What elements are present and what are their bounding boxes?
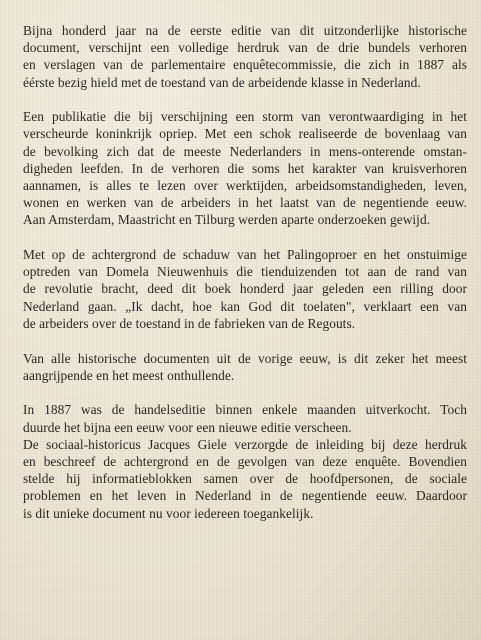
text-line: document, verschijnt een volledige herdruk van de drie bundels verhoren	[23, 40, 467, 56]
text-line: duurde het bijna een eeuw voor een nieuwe editie verscheen.	[23, 419, 352, 435]
text-line: de bevolking zich dat de meeste Nederlanders in mens-onterende omstan-	[23, 143, 467, 159]
text-line: Van alle historische documenten uit de vorige eeuw, is dit zeker het meest	[23, 350, 467, 366]
text-line: de arbeiders over de toestand in de fabrieken van de Regouts.	[23, 315, 356, 331]
paragraph-background	[23, 246, 467, 332]
text-line: Met op de achtergrond de schaduw van het Palingoproer en het onstuimige	[23, 247, 467, 263]
book-back-cover-text	[23, 22, 467, 539]
text-line: digheden leefden. In de verhoren die soms het karakter van kruisverhoren	[23, 160, 467, 176]
text-line: Een publikatie die bij verschijning een storm van verontwaardiging in het	[23, 109, 467, 125]
text-line: stelde hij informatieblokken samen over de hoofdpersonen, de sociale	[23, 471, 467, 487]
text-line: en beschreef de achtergrond en de gevolgen van deze enquête. Bovendien	[23, 453, 467, 469]
text-line: wonen en werken van de arbeiders in het laatst van de negentiende eeuw.	[23, 195, 467, 211]
text-line: In 1887 was de handelseditie binnen enkele maanden uitverkocht. Toch	[23, 402, 467, 418]
paragraph-edition	[23, 401, 467, 521]
paragraph-intro	[23, 22, 467, 91]
text-line: en verslagen van de parlementaire enquêtecommissie, die zich in 1887 als	[23, 57, 467, 73]
text-line: aangrijpende en het meest onthullende.	[23, 367, 235, 383]
text-line: de revolutie bracht, deed dit boek honderd jaar geleden een rilling door	[23, 281, 467, 297]
text-line: Nederland gaan. „Ik dacht, hoe kan God dit toelaten", verklaart een van	[23, 298, 467, 314]
text-line: optreden van Domela Nieuwenhuis die tienduizenden tot aan de rand van	[23, 264, 467, 280]
text-line: De sociaal-historicus Jacques Giele verzorgde de inleiding bij deze herdruk	[23, 436, 467, 452]
text-line: is dit unieke document nu voor iedereen toegankelijk.	[23, 505, 314, 521]
paragraph-significance	[23, 350, 467, 384]
text-line: verscheurde koninkrijk opriep. Met een schok realiseerde de bovenlaag van	[23, 126, 467, 142]
paragraph-publication	[23, 108, 467, 228]
text-line: Bijna honderd jaar na de eerste editie van dit uitzonderlijke historische	[23, 23, 467, 38]
text-line: Aan Amsterdam, Maastricht en Tilburg werden aparte onderzoeken gewijd.	[23, 212, 431, 228]
text-line: éérste bezig hield met de toestand van de arbeidende klasse in Nederland.	[23, 74, 421, 90]
text-line: aannamen, is alles te lezen over werktijden, arbeidsomstandigheden, leven,	[23, 178, 467, 193]
text-line: problemen en het leven in Nederland in de negentiende eeuw. Daardoor	[23, 488, 467, 504]
